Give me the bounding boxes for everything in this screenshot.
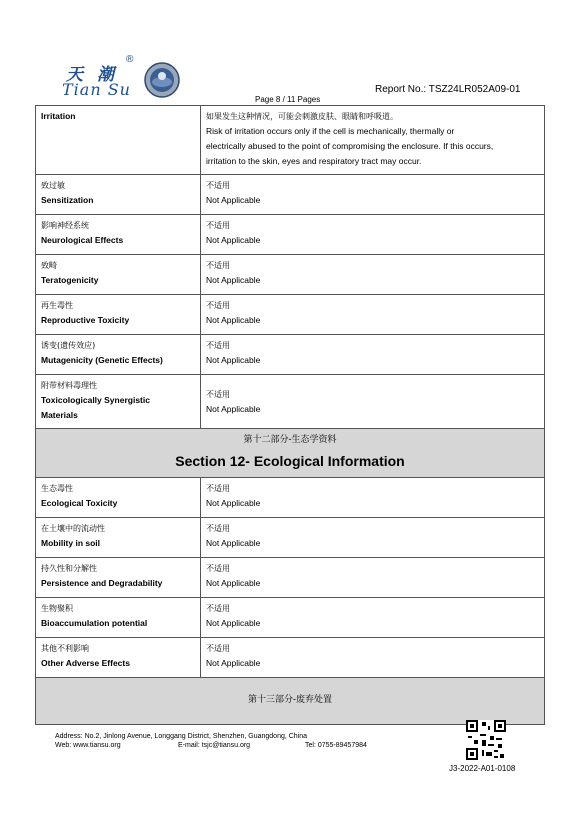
row-label-cn: 致畸 [41,261,57,270]
table-row [36,638,545,678]
document-code: J3-2022-A01-0108 [449,764,516,773]
row-label-cn: 诱变(遗传效应) [41,341,96,350]
row-label-en: Persistence and Degradability [41,578,163,588]
footer-tel: Tel: 0755-89457984 [305,742,367,749]
row-value-cn: 不适用 [206,389,230,399]
row-label-en: Mutagenicity (Genetic Effects) [41,355,163,365]
row-label-en: Other Adverse Effects [41,658,130,668]
row-value-cn: 不适用 [206,261,230,270]
row-value-cn: 不适用 [206,644,230,653]
section-header-12 [36,429,545,478]
table-row [36,295,545,335]
seal-icon [144,62,180,98]
footer-email: E-mail: tsjc@tiansu.org [178,742,251,749]
section-title-cn: 第十三部分-废弃处置 [247,695,333,705]
sds-table [35,105,545,725]
logo-chinese-text: 天潮 [66,65,128,85]
section-title-en: Section 12- Ecological Information [175,453,405,469]
row-label-cn: 附带材料毒理性 [41,381,97,390]
row-label-en: Reproductive Toxicity [41,315,130,325]
row-label-cn: 生态毒性 [41,484,73,493]
row-value-cn: 不适用 [206,181,230,190]
table-row-synergistic [36,375,545,429]
row-label-cn: 影响神经系统 [41,221,89,230]
row-label-cn: 再生毒性 [41,301,73,310]
table-row-irritation [36,106,545,175]
row-value-en: Not Applicable [206,355,261,365]
table-row [36,255,545,295]
table-row [36,335,545,375]
row-value-en: electrically abused to the point of compromising the enclosure. If this occurs, [206,141,494,151]
row-value-en: Not Applicable [206,275,261,285]
section-header-13 [36,678,545,725]
section-title-cn: 第十二部分-生态学资料 [243,435,337,445]
row-value-en: Not Applicable [206,618,261,628]
row-value-en: Not Applicable [206,538,261,548]
row-value-cn: 如果发生这种情况，可能会刺激皮肤、眼睛和呼吸道。 [206,112,398,121]
row-label-en: Teratogenicity [41,275,99,285]
table-row [36,558,545,598]
row-label-cn: 持久性和分解性 [41,564,97,573]
row-label-cn: 生物聚积 [41,604,73,613]
row-value-en: Not Applicable [206,498,261,508]
row-value-cn: 不适用 [206,221,230,230]
row-label-en: Bioaccumulation potential [41,618,148,628]
report-number: Report No.: TSZ24LR052A09-01 [375,84,521,95]
row-value-en: Not Applicable [206,403,261,414]
table-row [36,478,545,518]
row-label-en: Materials [41,410,78,420]
row-value-en: irritation to the skin, eyes and respiratory tract may occur. [206,156,422,166]
company-logo [60,56,185,104]
row-value-en: Risk of irritation occurs only if the cell is mechanically, thermally or [206,126,455,136]
row-value-en: Not Applicable [206,195,261,205]
table-row [36,518,545,558]
row-value-cn: 不适用 [206,604,230,613]
logo-english-text: Tian Su [62,80,131,99]
row-label-en: Mobility in soil [41,538,101,548]
row-value-en: Not Applicable [206,658,261,668]
qr-code-icon [466,720,506,760]
row-value-cn: 不适用 [206,301,230,310]
row-value-cn: 不适用 [206,564,230,573]
table-row [36,598,545,638]
row-value-en: Not Applicable [206,315,261,325]
row-value-en: Not Applicable [206,578,261,588]
row-value-cn: 不适用 [206,484,230,493]
row-value-cn: 不适用 [206,524,230,533]
row-value-en: Not Applicable [206,235,261,245]
row-label-cn: 在土壤中的流动性 [41,524,105,533]
table-row [36,215,545,255]
row-label-cn: 其他不利影响 [41,644,89,653]
row-label-en: Sensitization [41,195,94,205]
row-value-cn: 不适用 [206,341,230,350]
row-label-en: Irritation [41,111,76,121]
footer-address: Address: No.2, Jinlong Avenue, Longgang District, Shenzhen, Guangdong, China [55,733,308,740]
table-row [36,175,545,215]
row-label-cn: 致过敏 [41,181,65,190]
page-number: Page 8 / 11 Pages [255,95,321,104]
row-label-en: Toxicologically Synergistic [41,395,150,405]
footer-web: Web: www.tiansu.org [55,742,121,749]
registered-mark: ® [126,54,134,65]
row-label-en: Ecological Toxicity [41,498,118,508]
row-label-en: Neurological Effects [41,235,124,245]
